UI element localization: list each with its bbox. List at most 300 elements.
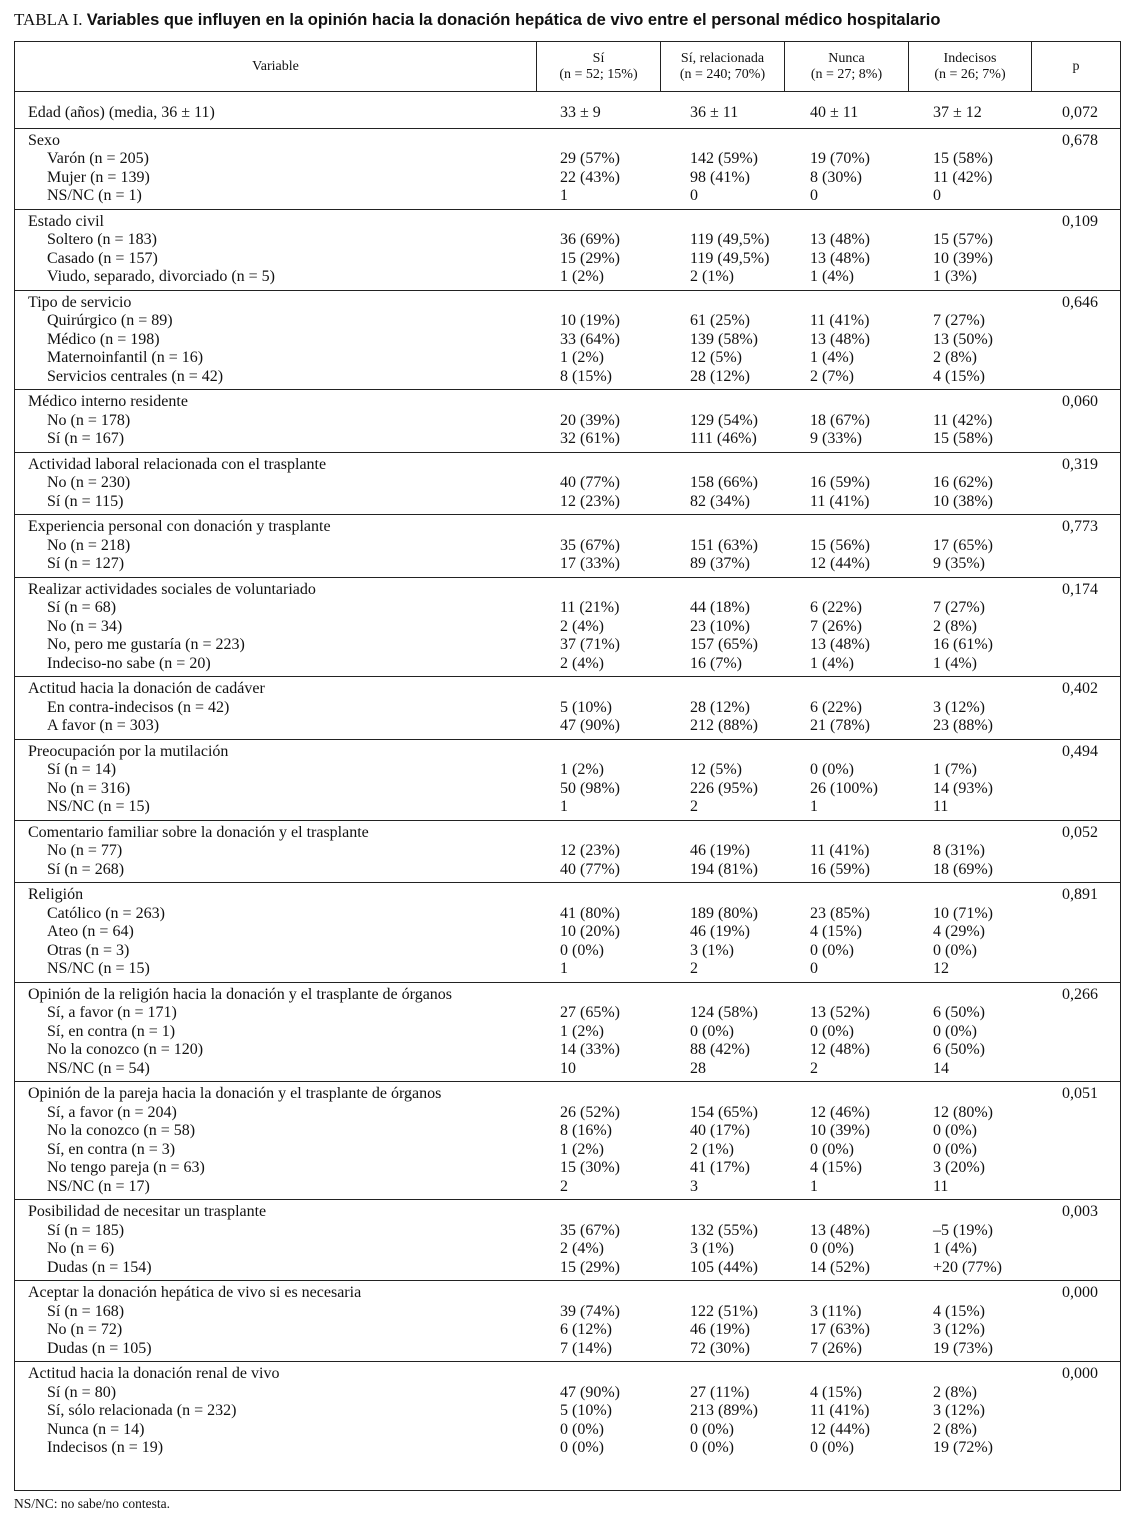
row-label: No, pero me gustaría (n = 223): [47, 636, 245, 653]
header-si-relacionada-label: Sí, relacionada: [680, 50, 765, 66]
variable-title-row: [15, 393, 1120, 412]
cell-value: 11 (42%): [933, 168, 993, 186]
variable-title: Médico interno residente: [28, 393, 188, 410]
table-row: [15, 618, 1120, 637]
header-nunca-label: Nunca: [828, 50, 865, 66]
variable-title-row: [15, 518, 1120, 537]
data-table: [14, 41, 1121, 1491]
table-row: [15, 960, 1120, 979]
variable-title: Opinión de la pareja hacia la donación y el trasplante de órganos: [28, 1085, 442, 1102]
cell-value: 2 (4%): [560, 617, 604, 635]
variable-title: Comentario familiar sobre la donación y el trasplante: [28, 823, 369, 841]
cell-value: 46 (19%): [690, 842, 750, 859]
cell-value: 72 (30%): [690, 1339, 750, 1357]
variable-title-row: [15, 680, 1120, 699]
cell-value: 11 (41%): [810, 312, 870, 329]
cell-value: 47 (90%): [560, 717, 620, 734]
cell-value: 36 ± 11: [690, 104, 739, 121]
row-label: Maternoinfantil (n = 16): [47, 349, 204, 366]
cell-value: 15 (29%): [560, 249, 620, 267]
cell-value: 6 (50%): [933, 1004, 985, 1021]
cell-value: 16 (61%): [933, 636, 993, 653]
row-label: No (n = 34): [47, 617, 123, 635]
variable-title-row: [15, 1284, 1120, 1303]
cell-value: 7 (27%): [933, 599, 985, 616]
cell-value: 1 (2%): [560, 268, 604, 285]
cell-value: –5 (19%): [933, 1221, 993, 1239]
cell-value: 1 (4%): [810, 349, 854, 366]
table-row: [15, 368, 1120, 387]
cell-value: 22 (43%): [560, 168, 620, 186]
table-row: [15, 1340, 1120, 1359]
header-nunca-n: (n = 27; 8%): [810, 66, 883, 82]
row-label: Médico (n = 198): [47, 330, 160, 348]
cell-value: 50 (98%): [560, 779, 620, 797]
cell-value: 9 (33%): [810, 430, 862, 447]
cell-value: 82 (34%): [690, 492, 750, 510]
cell-value: 13 (48%): [810, 1221, 870, 1239]
table-row: [15, 861, 1120, 880]
table-footnote: NS/NC: no sabe/no contesta.: [14, 1496, 170, 1511]
cell-value: 2 (1%): [690, 268, 734, 285]
cell-value: 3 (20%): [933, 1159, 985, 1176]
table-row: [15, 717, 1120, 736]
cell-value: 23 (88%): [933, 717, 993, 734]
cell-value: 15 (29%): [560, 1258, 620, 1276]
cell-value: 17 (63%): [810, 1321, 870, 1338]
cell-value: 14 (52%): [810, 1258, 870, 1276]
cell-value: 0 (0%): [810, 1439, 854, 1456]
header-variable-label: Variable: [252, 58, 299, 74]
cell-value: 15 (56%): [810, 536, 870, 554]
p-value: 0,266: [1062, 985, 1098, 1003]
cell-value: 6 (12%): [560, 1321, 612, 1338]
cell-value: 1 (4%): [933, 1240, 977, 1257]
cell-value: 1 (4%): [810, 268, 854, 285]
row-label: No tengo pareja (n = 63): [47, 1159, 205, 1176]
table-row: [15, 1439, 1120, 1458]
cell-value: 0 (0%): [690, 1022, 734, 1040]
p-value: 0,494: [1062, 742, 1098, 760]
p-value: 0,072: [1062, 104, 1098, 121]
variable-group: [15, 1199, 1120, 1280]
cell-value: 12 (80%): [933, 1103, 993, 1121]
variable-group: [15, 820, 1120, 883]
cell-value: 44 (18%): [690, 599, 750, 616]
cell-value: 13 (48%): [810, 636, 870, 653]
variable-title: Tipo de servicio: [28, 293, 132, 311]
cell-value: 119 (49,5%): [690, 249, 770, 267]
row-label: NS/NC (n = 15): [47, 798, 150, 815]
table-row: [15, 1041, 1120, 1060]
cell-value: 16 (59%): [810, 860, 870, 878]
cell-value: 3 (12%): [933, 698, 985, 716]
cell-value: 13 (48%): [810, 231, 870, 248]
row-label: Indecisos (n = 19): [47, 1439, 164, 1456]
header-si-relacionada-n: (n = 240; 70%): [679, 66, 766, 82]
cell-value: 1 (3%): [933, 268, 977, 285]
cell-value: 1 (2%): [560, 1022, 604, 1040]
cell-value: 1 (4%): [810, 654, 854, 672]
variable-title-row: [15, 824, 1120, 843]
cell-value: 2 (8%): [933, 1420, 977, 1438]
table-row: [15, 1060, 1120, 1079]
p-value: 0,060: [1062, 393, 1098, 410]
row-label: Ateo (n = 64): [47, 923, 134, 940]
row-label: Sí, en contra (n = 3): [47, 1140, 176, 1158]
table-row: [15, 923, 1120, 942]
row-label: No (n = 218): [47, 536, 131, 554]
row-label: No (n = 230): [47, 474, 131, 491]
cell-value: 16 (59%): [810, 474, 870, 491]
cell-value: 41 (17%): [690, 1159, 750, 1176]
header-si-relacionada: [661, 42, 784, 91]
variable-group: [15, 209, 1120, 290]
cell-value: 11 (41%): [810, 492, 870, 510]
cell-value: 88 (42%): [690, 1041, 750, 1058]
row-label: Sí (n = 168): [47, 1302, 125, 1320]
header-si-label: Sí: [592, 50, 605, 66]
variable-title: Actitud hacia la donación renal de vivo: [28, 1365, 280, 1382]
cell-value: 32 (61%): [560, 430, 620, 447]
row-label: Casado (n = 157): [47, 249, 158, 267]
cell-value: 2 (1%): [690, 1140, 734, 1158]
row-label: Sí (n = 268): [47, 860, 125, 878]
cell-value: 2 (8%): [933, 617, 977, 635]
cell-value: 16 (62%): [933, 474, 993, 491]
cell-value: 11 (41%): [810, 1402, 870, 1419]
table-row: [15, 798, 1120, 817]
cell-value: 18 (67%): [810, 411, 870, 429]
cell-value: 13 (48%): [810, 330, 870, 348]
row-label: Sí (n = 115): [47, 492, 124, 510]
row-label: Indeciso-no sabe (n = 20): [47, 654, 211, 672]
cell-value: 0 (0%): [933, 1122, 977, 1139]
table-row: [15, 1384, 1120, 1403]
table-row: [15, 187, 1120, 206]
cell-value: 8 (15%): [560, 367, 612, 385]
row-label: Sí (n = 185): [47, 1221, 125, 1239]
cell-value: 61 (25%): [690, 312, 750, 329]
cell-value: 12: [933, 960, 949, 977]
cell-value: 12 (5%): [690, 349, 742, 366]
cell-value: 11: [933, 798, 949, 815]
header-nunca: [785, 42, 908, 91]
cell-value: 26 (52%): [560, 1103, 620, 1121]
table-row: [15, 1303, 1120, 1322]
cell-value: 26 (100%): [810, 779, 878, 797]
cell-value: 158 (66%): [690, 474, 758, 491]
row-label: No (n = 72): [47, 1321, 123, 1338]
cell-value: 13 (50%): [933, 330, 993, 348]
table-row: [15, 1259, 1120, 1278]
cell-value: 2: [690, 960, 698, 977]
p-value: 0,646: [1062, 293, 1098, 311]
row-label: Dudas (n = 105): [47, 1339, 152, 1357]
cell-value: 0 (0%): [810, 1022, 854, 1040]
cell-value: 111 (46%): [690, 430, 757, 447]
cell-value: 0: [810, 960, 818, 977]
p-value: 0,402: [1062, 680, 1098, 697]
cell-value: 17 (33%): [560, 555, 620, 572]
cell-value: 15 (30%): [560, 1159, 620, 1176]
variable-group: [15, 1361, 1120, 1461]
cell-value: 13 (52%): [810, 1004, 870, 1021]
cell-value: 1: [810, 1177, 818, 1195]
cell-value: 12 (48%): [810, 1041, 870, 1058]
table-row: [15, 1104, 1120, 1123]
cell-value: 1 (7%): [933, 761, 977, 778]
table-row: [15, 1222, 1120, 1241]
row-label: No la conozco (n = 120): [47, 1041, 204, 1058]
cell-value: 8 (16%): [560, 1122, 612, 1139]
cell-value: 9 (35%): [933, 555, 985, 572]
cell-value: 46 (19%): [690, 923, 750, 940]
table-header: [15, 42, 1120, 92]
table-row: [15, 655, 1120, 674]
cell-value: 1 (2%): [560, 761, 604, 778]
cell-value: 89 (37%): [690, 555, 750, 572]
table-row: [15, 349, 1120, 368]
p-value: 0,000: [1062, 1284, 1098, 1301]
cell-value: 139 (58%): [690, 330, 758, 348]
cell-value: 3 (12%): [933, 1402, 985, 1419]
cell-value: 11 (41%): [810, 842, 870, 859]
cell-value: 6 (22%): [810, 599, 862, 616]
variable-title-row: [15, 986, 1120, 1005]
table-row: [15, 231, 1120, 250]
cell-value: 1 (2%): [560, 349, 604, 366]
table-row: [15, 842, 1120, 861]
table-row: [15, 250, 1120, 269]
cell-value: 7 (26%): [810, 617, 862, 635]
variable-title: Posibilidad de necesitar un trasplante: [28, 1203, 267, 1220]
row-label: NS/NC (n = 1): [47, 187, 142, 204]
row-label: Dudas (n = 154): [47, 1258, 152, 1276]
cell-value: 36 (69%): [560, 231, 620, 248]
cell-value: 19 (70%): [810, 150, 870, 167]
cell-value: 11 (21%): [560, 599, 620, 616]
header-si: [537, 42, 660, 91]
cell-value: 1: [810, 798, 818, 815]
cell-value: 2 (8%): [933, 349, 977, 366]
cell-value: 189 (80%): [690, 904, 758, 922]
cell-value: 29 (57%): [560, 150, 620, 167]
cell-value: 12 (5%): [690, 761, 742, 778]
row-label: Varón (n = 205): [47, 150, 149, 167]
cell-value: 18 (69%): [933, 860, 993, 878]
cell-value: 16 (7%): [690, 654, 742, 672]
cell-value: 6 (22%): [810, 698, 862, 716]
table-row: [15, 1141, 1120, 1160]
row-label: Soltero (n = 183): [47, 231, 157, 248]
p-value: 0,109: [1062, 212, 1098, 230]
table-row: [15, 761, 1120, 780]
cell-value: 10: [560, 1059, 576, 1077]
variable-group: [15, 676, 1120, 739]
row-label: Sí (n = 14): [47, 761, 117, 778]
row-label: Quirúrgico (n = 89): [47, 312, 173, 329]
variable-title-row: [15, 886, 1120, 905]
row-label: Sí, a favor (n = 204): [47, 1103, 177, 1121]
cell-value: 0 (0%): [560, 941, 604, 959]
table-row: [15, 1159, 1120, 1178]
header-p-label: p: [1072, 58, 1080, 74]
variable-title: Actividad laboral relacionada con el trasplante: [28, 455, 327, 473]
cell-value: +20 (77%): [933, 1258, 1003, 1276]
table-row: [15, 169, 1120, 188]
cell-value: 4 (15%): [810, 923, 862, 940]
cell-value: 19 (72%): [933, 1439, 993, 1456]
table-row: [15, 268, 1120, 287]
cell-value: 39 (74%): [560, 1302, 620, 1320]
table-row: [15, 636, 1120, 655]
cell-value: 7 (26%): [810, 1339, 862, 1357]
header-si-n: (n = 52; 15%): [559, 66, 638, 82]
cell-value: 15 (58%): [933, 430, 993, 447]
cell-value: 14: [933, 1059, 949, 1077]
cell-value: 11 (42%): [933, 411, 993, 429]
row-label: No (n = 77): [47, 842, 123, 859]
cell-value: 12 (44%): [810, 1420, 870, 1438]
cell-value: 8 (31%): [933, 842, 985, 859]
p-value: 0,891: [1062, 886, 1098, 903]
cell-value: 27 (65%): [560, 1004, 620, 1021]
table-row: [15, 1421, 1120, 1440]
variable-title: Experiencia personal con donación y trasplante: [28, 518, 331, 535]
table-row: [15, 150, 1120, 169]
cell-value: 0 (0%): [933, 1140, 977, 1158]
variable-group: [15, 1280, 1120, 1361]
p-value: 0,003: [1062, 1203, 1098, 1220]
table-row: [15, 555, 1120, 574]
table-row: [15, 312, 1120, 331]
cell-value: 19 (73%): [933, 1339, 993, 1357]
row-label: NS/NC (n = 15): [47, 960, 150, 977]
cell-value: 40 (77%): [560, 860, 620, 878]
header-p: [1032, 42, 1120, 91]
row-label: Sí (n = 68): [47, 599, 117, 616]
cell-value: 10 (20%): [560, 923, 620, 940]
row-label: Servicios centrales (n = 42): [47, 367, 224, 385]
table-label: TABLA I.: [14, 10, 83, 29]
row-label: Sí (n = 127): [47, 555, 125, 572]
table-row: [15, 1321, 1120, 1340]
cell-value: 12 (44%): [810, 555, 870, 572]
cell-value: 2: [560, 1177, 568, 1195]
cell-value: 37 ± 12: [933, 104, 982, 121]
cell-value: 142 (59%): [690, 150, 758, 167]
cell-value: 154 (65%): [690, 1103, 758, 1121]
table-row: [15, 474, 1120, 493]
cell-value: 3 (1%): [690, 1240, 734, 1257]
cell-value: 1: [560, 187, 568, 204]
cell-value: 0: [933, 187, 941, 204]
cell-value: 21 (78%): [810, 717, 870, 734]
cell-value: 33 ± 9: [560, 104, 601, 121]
cell-value: 14 (93%): [933, 779, 993, 797]
cell-value: 0 (0%): [690, 1420, 734, 1438]
cell-value: 20 (39%): [560, 411, 620, 429]
cell-value: 0 (0%): [810, 761, 854, 778]
cell-value: 2 (4%): [560, 654, 604, 672]
row-label: En contra-indecisos (n = 42): [47, 698, 230, 716]
row-label: A favor (n = 303): [47, 717, 160, 734]
cell-value: 0 (0%): [933, 941, 977, 959]
table-row: [15, 699, 1120, 718]
table-row: [15, 1004, 1120, 1023]
cell-value: 2 (4%): [560, 1240, 604, 1257]
cell-value: 4 (15%): [933, 367, 985, 385]
cell-value: 1 (4%): [933, 654, 977, 672]
cell-value: 10 (38%): [933, 492, 993, 510]
variable-title: Actitud hacia la donación de cadáver: [28, 680, 265, 697]
cell-value: 5 (10%): [560, 698, 612, 716]
cell-value: 2 (8%): [933, 1383, 977, 1401]
cell-value: 40 ± 11: [810, 104, 859, 121]
row-label: Mujer (n = 139): [47, 168, 150, 186]
cell-value: 4 (29%): [933, 923, 985, 940]
table-row: [15, 1122, 1120, 1141]
variable-group: [15, 577, 1120, 677]
variable-group: [15, 739, 1120, 820]
table-row: [15, 1402, 1120, 1421]
cell-value: 33 (64%): [560, 330, 620, 348]
cell-value: 15 (58%): [933, 150, 993, 167]
p-value: 0,773: [1062, 518, 1098, 535]
cell-value: 41 (80%): [560, 904, 620, 922]
variable-group: [15, 92, 1120, 128]
p-value: 0,678: [1062, 131, 1098, 149]
cell-value: 12 (23%): [560, 842, 620, 859]
cell-value: 124 (58%): [690, 1004, 758, 1021]
cell-value: 17 (65%): [933, 536, 993, 554]
cell-value: 212 (88%): [690, 717, 758, 734]
cell-value: 0 (0%): [560, 1420, 604, 1438]
variable-title: Sexo: [28, 131, 60, 149]
table-row: [15, 1023, 1120, 1042]
cell-value: 15 (57%): [933, 231, 993, 248]
row-label: Sí, sólo relacionada (n = 232): [47, 1402, 237, 1419]
cell-value: 23 (10%): [690, 617, 750, 635]
variable-title: Aceptar la donación hepática de vivo si es necesaria: [28, 1284, 362, 1301]
variable-title-row: [15, 1365, 1120, 1384]
cell-value: 2: [810, 1059, 818, 1077]
variable-title: Opinión de la religión hacia la donación y el trasplante de órganos: [28, 985, 453, 1003]
row-label: Sí (n = 80): [47, 1383, 117, 1401]
cell-value: 40 (17%): [690, 1122, 750, 1139]
cell-value: 7 (14%): [560, 1339, 612, 1357]
cell-value: 37 (71%): [560, 636, 620, 653]
variable-group: [15, 1081, 1120, 1199]
cell-value: 4 (15%): [810, 1383, 862, 1401]
row-label: Viudo, separado, divorciado (n = 5): [47, 268, 275, 285]
variable-title: Estado civil: [28, 212, 104, 230]
variable-title-row: [15, 294, 1120, 313]
row-label: NS/NC (n = 54): [47, 1059, 150, 1077]
table-row: [15, 412, 1120, 431]
table-row: [15, 493, 1120, 512]
table-row: [15, 1240, 1120, 1259]
table-row: [15, 942, 1120, 961]
p-value: 0,174: [1062, 580, 1098, 598]
cell-value: 0 (0%): [690, 1439, 734, 1456]
row-label: Sí, en contra (n = 1): [47, 1022, 176, 1040]
cell-value: 7 (27%): [933, 312, 985, 329]
cell-value: 0 (0%): [933, 1022, 977, 1040]
cell-value: 0 (0%): [810, 1140, 854, 1158]
cell-value: 4 (15%): [810, 1159, 862, 1176]
